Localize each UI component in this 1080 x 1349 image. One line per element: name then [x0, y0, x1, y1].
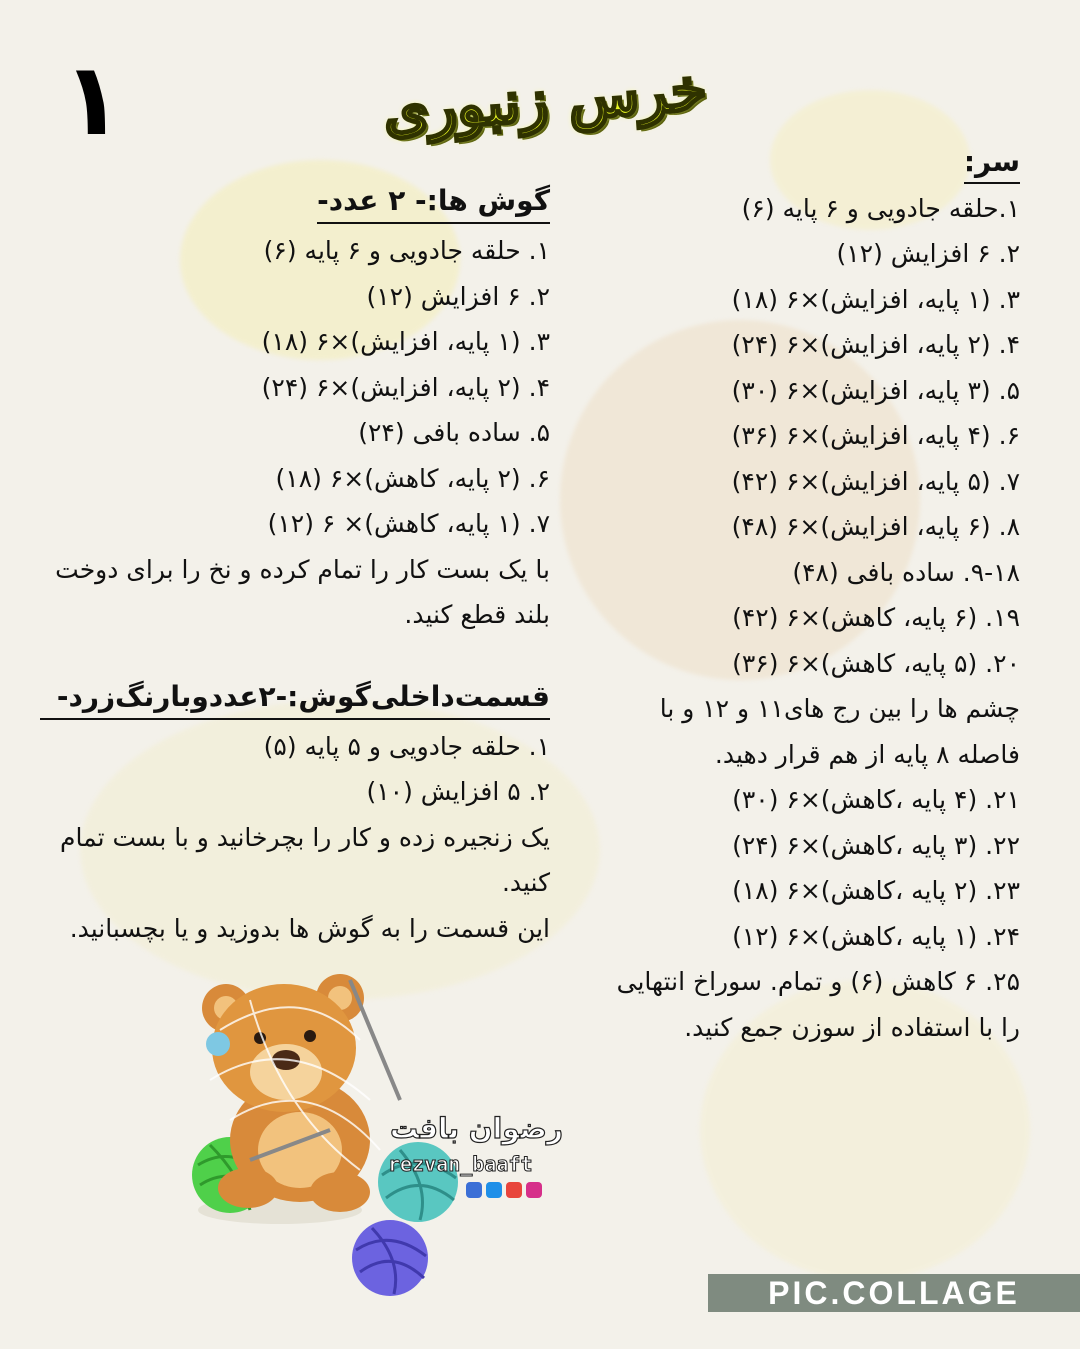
list-item: ۴. (۲ پایه، افزایش)×۶ (۲۴) — [261, 372, 550, 402]
list-item: ۲۴. (۱ پایه ،کاهش)×۶ (۱۲) — [732, 921, 1020, 951]
inner-ear-heading: قسمت‌داخلی‌گوش:-۲عدد‌و‌بارنگ‌زرد- — [40, 676, 550, 720]
list-item: ۲۰. (۵ پایه، کاهش)×۶ (۳۶) — [732, 648, 1020, 678]
social-icons — [466, 1182, 542, 1198]
list-item: ۸. (۶ پایه، افزایش)×۶ (۴۸) — [731, 512, 1020, 541]
watermark: PIC.COLLAGE — [708, 1274, 1080, 1312]
final-note: ۲۵. ۶ کاهش (۶) و تمام. سوراخ انتهایی را با استفاده از سوزن جمع کنید. — [616, 967, 1020, 1042]
instagram-icon — [526, 1182, 542, 1198]
head-section — [600, 140, 1020, 1050]
ears-heading: گوش ها:- ۲ عدد- — [317, 180, 550, 224]
list-item: ۷. (۱ پایه، کاهش)× ۶ (۱۲) — [267, 509, 550, 538]
list-item: ۳. (۱ پایه، افزایش)×۶ (۱۸) — [731, 284, 1020, 314]
inner-ear-note-2: این قسمت را به گوش ها بدوزید و یا بچسبانید. — [69, 913, 550, 943]
list-item: ۷. (۵ پایه، افزایش)×۶ (۴۲) — [731, 466, 1020, 496]
list-item: ۱. حلقه جادویی و ۵ پایه (۵) — [263, 731, 550, 761]
list-item: ۱.حلقه جادویی و ۶ پایه (۶) — [741, 193, 1020, 223]
list-item: ۲. ۶ افزایش (۱۲) — [836, 239, 1020, 268]
brand-handle: rezvan_baaft — [388, 1152, 533, 1176]
list-item: ۲۲. (۳ پایه ،کاهش)×۶ (۲۴) — [732, 830, 1020, 860]
inner-ear-note: یک زنجیره زده و کار را بچرخانید و با بست تمام کنید. — [60, 822, 550, 897]
list-item: ۲۱. (۴ پایه ،کاهش)×۶ (۳۰) — [732, 785, 1020, 814]
page-number: ۱ — [62, 41, 124, 158]
list-item: ۶. (۲ پایه، کاهش)×۶ (۱۸) — [275, 463, 550, 493]
eyes-note: چشم ها را بین رج های۱۱ و ۱۲ و با فاصله ۸ پایه از هم قرار دهید. — [659, 694, 1020, 769]
list-item: ۱. حلقه جادویی و ۶ پایه (۶) — [263, 236, 550, 265]
rubika-icon — [506, 1182, 522, 1198]
list-item: ۵. (۳ پایه، افزایش)×۶ (۳۰) — [731, 375, 1020, 405]
list-item: ۲. ۶ افزایش (۱۲) — [366, 281, 550, 311]
list-item: ۵. ساده بافی (۲۴) — [358, 418, 550, 447]
list-item: ۲. ۵ افزایش (۱۰) — [366, 777, 550, 806]
head-heading: سر: — [964, 142, 1020, 184]
list-item: ۳. (۱ پایه، افزایش)×۶ (۱۸) — [261, 327, 550, 356]
brand-name: رضوان بافت — [390, 1112, 563, 1145]
list-item: ۶. (۴ پایه، افزایش)×۶ (۳۶) — [731, 421, 1020, 450]
telegram-icon — [466, 1182, 482, 1198]
list-item: ۱۹. (۶ پایه، کاهش)×۶ (۴۲) — [732, 603, 1020, 632]
list-item: ۹-۱۸. ساده بافی (۴۸) — [792, 557, 1020, 587]
ears-section — [40, 180, 550, 951]
list-item: ۲۳. (۲ پایه ،کاهش)×۶ (۱۸) — [732, 876, 1020, 905]
list-item: ۴. (۲ پایه، افزایش)×۶ (۲۴) — [731, 330, 1020, 359]
eitaa-icon — [486, 1182, 502, 1198]
pattern-title: خرس زنبوری — [381, 54, 709, 146]
ears-note: با یک بست کار را تمام کرده و نخ را برای دوخت بلند قطع کنید. — [55, 554, 550, 629]
